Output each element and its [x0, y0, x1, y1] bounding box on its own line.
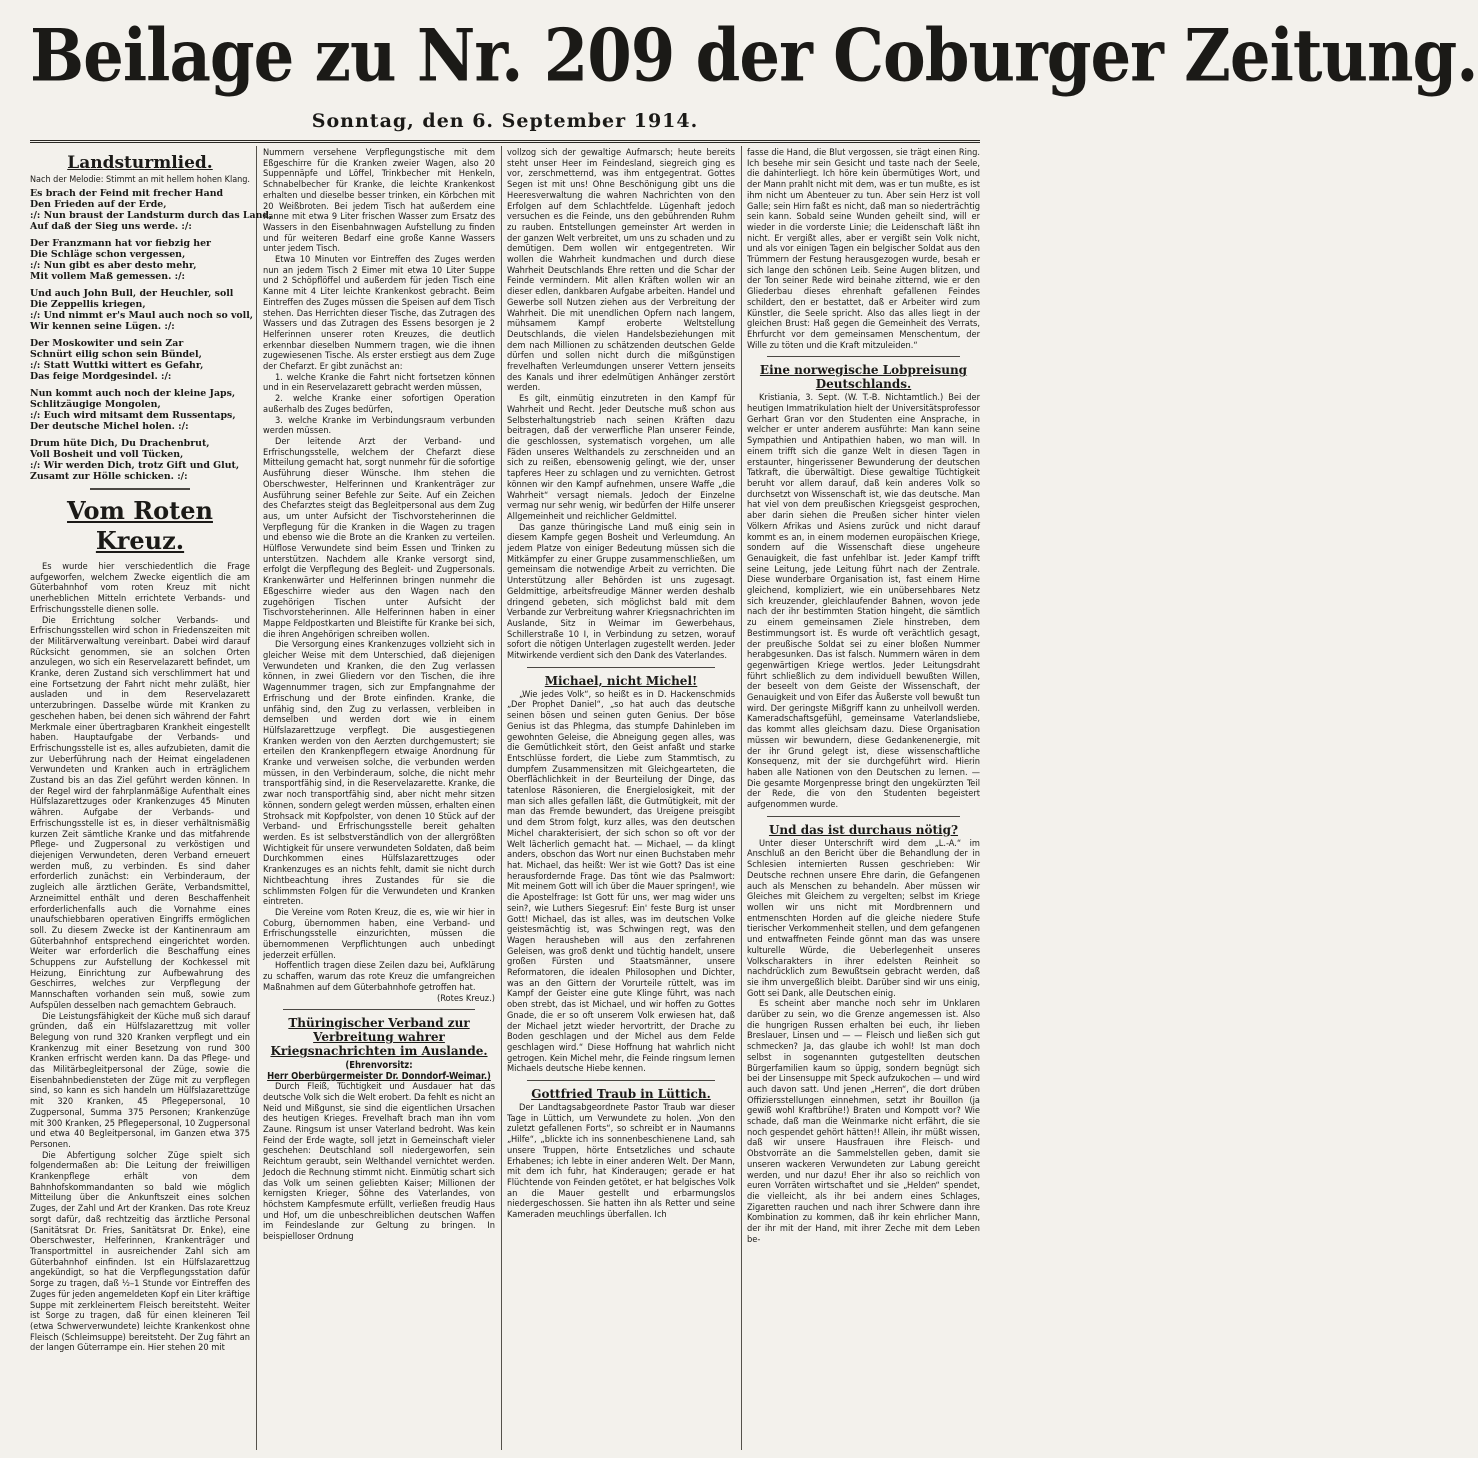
column-2: [263, 148, 495, 1448]
paragraph: vollzog sich der gewaltige Aufmarsch; heute bereits steht unser Heer im Feindesland, siegreich ging es vor, zerschmetternd, was ihm entgegentrat. Gottes Segen ist mit uns! Ohne Beschönigung gibt uns die Heeresverwaltung die wahren Nachrichten von den Erfolgen auf dem Schlachtfelde. Lügenhaft jedoch versuchen es die Feinde, uns den gebührenden Ruhm zu rauben. Entstellungen gemeinster Art werden in der ganzen Welt verbreitet, um uns zu schaden und zu demütigen. Dem wollen wir entgegentreten. Wir wollen die Wahrheit kundmachen und durch diese Wahrheit Deutschlands Ehre retten und die Schar der Feinde vermindern. Mit allen Kräften wollen wir an dieser edlen, dankbaren Aufgabe arbeiten. Handel und Gewerbe soll Nutzen ziehen aus der Verbreitung der Wahrheit. Die mit unendlichen Opfern nach langem, mühsamem Kampf eroberte Weltstellung Deutschlands, die vielen Handelsbeziehungen mit dem nach Millionen zu schätzenden deutschen Gelde dürfen und sollen nicht durch die mißgünstigen frevelhaften Verleumdungen unserer Vettern jenseits des Kanals und ihrer edelmütigen Anhänger zerstört werden.: [507, 147, 735, 394]
separator: [527, 667, 715, 668]
paragraph: Der leitende Arzt der Verband- und Erfrischungsstelle, welchem der Chefarzt diese Mitteilung gemacht hat, sorgt nunmehr für die sofortige Ausführung dieser Wünsche. Ihm stehen die Oberschwester, Helferinnen und Krankenträger zur Ausführung seiner Befehle zur Seite. Auf ein Zeichen des Chefarztes steigt das Begleitpersonal aus dem Zug aus, um unter Aufsicht der Tischvorsteherinnen die Verpflegung für die Kranken in die Wagen zu tragen und ebenso wie die Brote an die Kranken zu verteilen. Hülflose Verwundete sind beim Essen und Trinken zu unterstützen. Nachdem alle Kranke versorgt sind, erfolgt die Verpflegung des Begleit- und Zugpersonals. Krankenwärter und Helferinnen bringen nunmehr die Eßgeschirre wieder aus den Wagen nach den zugehörigen Tischen unter Aufsicht der Tischvorsteherinnen. Alle Helferinnen haben in einer Mappe Feldpostkarten und Bleistifte für Kranke bei sich, die ihren Angehörigen schreiben wollen.: [263, 435, 495, 640]
poem-stanza: Nun kommt auch noch der kleine Japs, Schlitzäugige Mongolen, :/: Euch wird mitsamt dem Russentaps, Der deutsche Michel holen. :/:: [30, 388, 236, 432]
article-subtitle: Herr Oberbürgermeister Dr. Donndorf-Weimar.): [267, 1071, 491, 1083]
header-rule: [30, 140, 980, 143]
paragraph: „Wie jedes Volk“, so heißt es in D. Hackenschmids „Der Prophet Daniel“, „so hat auch das deutsche seinen bösen und seinen guten Genius. Der böse Genius ist das Phlegma, das stumpfe Dahinleben im gewohnten Geleise, die Abneigung gegen alles, was die Gemütlichkeit stört, den Geist anfaßt und starke Entschlüsse fordert, die Liebe zum Stammtisch, zu dumpfem Zusammensitzen mit Gleichgearteten, die Oberflächlichkeit in der Beurteilung der Dinge, das tatenlose Räsonieren, die Energielosigkeit, mit der man sich alles gefallen läßt, die Gutmütigkeit, mit der man das Fremde bewundert, das Ureigene preisgibt und dem Strom folgt, kurz alles, was den deutschen Michel charakterisiert, der sich schon so oft vor der Welt lächerlich gemacht hat. — Michael, — da klingt anders, obschon das Wort nur einen Buchstaben mehr hat. Michael, das heißt: Wer ist wie Gott? Das ist eine herausfordernde Frage. Das tönt wie das Psalmwort: Mit meinem Gott will ich über die Mauer springen!, wie die Apostelfrage: Ist Gott für uns, wer mag wider uns sein?, wie Luthers Siegesruf: Ein' feste Burg ist unser Gott! Michael, das ist alles, was im deutschen Volke geistesmächtig ist, was Schwingen regt, was den Wagen herausheben will aus den zerfahrenen Geleisen, was groß denkt und tüchtig handelt, unsere großen Fürsten und Staatsmänner, unsere Reformatoren, die idealen Philosophen und Dichter, was an den Gittern der Vorurteile rüttelt, was im Kampf der Geister eine gute Klinge führt, was nach oben strebt, das ist Michael, und wir hoffen zu Gottes Gnade, die er so oft unserem Volk erwiesen hat, daß der Michael jetzt wieder hervortritt, der Drache zu Boden geschlagen und der Michel aus dem Felde geschlagen wird.“ Diese Hoffnung hat wahrlich nicht getrogen. Kein Michel mehr, die Feinde ringsum lernen Michaels deutsche Hiebe kennen.: [507, 688, 735, 1075]
poem-stanza: Es brach der Feind mit frecher Hand Den Frieden auf der Erde, :/: Nun braust der Landsturm durch das Land, Auf daß der Sieg uns werde. :/:: [30, 188, 273, 232]
poem-melody: Nach der Melodie: Stimmt an mit hellem hohen Klang.: [30, 175, 251, 185]
column-divider: [741, 146, 742, 1450]
dateline: Sonntag, den 6. September 1914.: [311, 110, 699, 132]
article-title: Eine norwegische Lobpreisung Deutschlands.: [759, 363, 968, 392]
paragraph: Das ganze thüringische Land muß einig sein in diesem Kampfe gegen Bosheit und Verleumdung. An jedem Platze von einiger Bedeutung müssen sich die Mitkämpfer zu einer Gruppe zusammenschließen, um gemeinsam die notwendige Arbeit zu verrichten. Die Unterstützung aller Behörden ist uns zugesagt. Geldmittige, arbeitsfreudige Männer werden deshalb dringend gebeten, sich möglichst bald mit dem Verbande zur Verbreitung wahrer Kriegsnachrichten im Auslande, Sitz in Weimar im Gewerbehaus, Schillerstraße 10 I, in Verbindung zu setzen, worauf sofort die nötigen Unterlagen zugestellt werden. Jeder Mitwirkende verdient sich den Dank des Vaterlandes.: [507, 521, 735, 662]
article-title: Und das ist durchaus nötig?: [768, 822, 959, 837]
paragraph: Die Leistungsfähigkeit der Küche muß sich darauf gründen, daß ein Hülfslazarettzug mit voller Belegung von rund 320 Kranken verpflegt und ein Krankenzug mit einer Besetzung von rund 300 Kranken erfrischt werden kann. Da das Pflege- und das Militärbegleitpersonal der Züge, sowie die Eisenbahnbediensteten der Züge mit zu verpflegen sind, so kann es sich handeln um Hülfslazarettzüge mit 320 Kranken, 45 Pflegepersonal, 10 Zugpersonal, Summa 375 Personen; Krankenzüge mit 300 Kranken, 25 Pflegepersonal, 10 Zugpersonal und etwa 40 Begleitpersonal, im Ganzen etwa 375 Personen.: [30, 1010, 250, 1150]
paragraph: Der Landtagsabgeordnete Pastor Traub war dieser Tage in Lüttich, um Verwundete zu holen. „Von den zuletzt gefallenen Forts“, so schreibt er in Naumanns „Hilfe“, „blickte ich ins sonnenbeschienene Land, sah unsere Truppen, hörte Entsetzliches und schaute Erhabenes; ich lebte in einer anderen Welt. Der Mann, mit dem ich fuhr, hat Kinderaugen; gerade er hat Flüchtende von Feinden getötet, er hat belgisches Volk an die Mauer gestellt und erbarmungslos niedergeschossen. Sie hatten ihn als Retter und seine Kameraden meuchlings überfallen. Ich: [507, 1102, 735, 1221]
paragraph: 1. welche Kranke die Fahrt nicht fortsetzen können und in ein Reservelazarett gebracht werden müssen,: [263, 371, 495, 394]
poem-stanza: Der Moskowiter und sein Zar Schnürt eilig schon sein Bündel, :/: Statt Wuttki wittert es Gefahr, Das feige Mordgesindel. :/:: [30, 338, 204, 382]
paragraph: Es wurde hier verschiedentlich die Frage aufgeworfen, welchem Zwecke eigentlich die am Güterbahnhof vom roten Kreuz mit nicht unerheblichen Mitteln errichtete Verbands- und Erfrischungsstelle dienen solle.: [30, 561, 250, 615]
paragraph: Die Abfertigung solcher Züge spielt sich folgendermaßen ab: Die Leitung der freiwilligen Krankenpflege erhält von dem Bahnhofskommandanten so bald wie möglich Mitteilung über die Ankunftszeit eines solchen Zuges, der Zahl und Art der Kranken. Das rote Kreuz sorgt dafür, daß rechtzeitig das ärztliche Personal (Sanitätsrat Dr. Fries, Sanitätsrat Dr. Enke), eine Oberschwester, Helferinnen, Krankenträger und Transportmittel in ausreichender Zahl sich am Güterbahnhof einfinden. Ist ein Hülfslazarettzug angekündigt, so hat die Verpflegungsstation dafür Sorge zu tragen, daß ½–1 Stunde vor Eintreffen des Zuges für jeden angemeldeten Kopf ein Liter kräftige Suppe mit zerkleinertem Fleisch bereitsteht. Weiter ist Sorge zu tragen, daß für einen kleineren Teil (etwa Schwerverwundete) leichte Krankenkost ohne Fleisch (Schleimsuppe) bereitsteht. Der Zug fährt an der langen Güterrampe ein. Hier stehen 20 mit: [30, 1149, 250, 1354]
article-title: Gottfried Traub in Lüttich.: [531, 1087, 711, 1102]
paragraph: Es gilt, einmütig einzutreten in den Kampf für Wahrheit und Recht. Jeder Deutsche muß schon aus Selbsterhaltungstrieb nach seinen Kräften dazu beitragen, daß der verwerfliche Plan unserer Feinde, die geschlossen, systematisch vorgehen, um alle Fäden unseres Welthandels zu zerschneiden und an sich zu reißen, ebensowenig gelingt, wie der, unser tapferes Heer zu schlagen und zu vernichten. Getrost können wir den Kampf aufnehmen, unsere Waffe „die Wahrheit“ versagt niemals. Jedoch der Einzelne vermag nur sehr wenig, wir bedürfen der Hilfe unserer Allgemeinheit und reichlicher Geldmittel.: [507, 393, 735, 522]
column-3: [507, 148, 735, 1448]
paragraph: Unter dieser Unterschrift wird dem „L.-A.“ im Anschluß an den Bericht über die Behandlung der in Schlesien internierten Russen geschrieben: Wir Deutsche rechnen unsere Ehre darin, die Gefangenen auch als Menschen zu behandeln. Aber müssen wir Gleiches mit Gleichem zu vergelten; selbst im Kriege wollen wir uns nicht mit Mordbrennern und entmenschten Horden auf die gleiche niedere Stufe tierischer Verkommenheit stellen, und dem gefangenen und entwaffneten Feinde gönnt man das was unsere kulturelle Würde, die Ueberlegenheit unseres Volkscharakters in ihrer edelsten Reinheit so nachdrücklich zum Bewußtsein gebracht werden, daß sie ihm unvergeßlich bleibt. Darüber sind wir uns einig, Gott sei Dank, alle Deutschen einig.: [747, 837, 980, 999]
signature: (Rotes Kreuz.): [437, 992, 495, 1004]
separator: [283, 1009, 475, 1010]
paragraph: Durch Fleiß, Tüchtigkeit und Ausdauer hat das deutsche Volk sich die Welt erobert. Da fehlt es nicht an Neid und Mißgunst, sie sind die eigentlichen Ursachen des heutigen Krieges. Frevelhaft brach man ihn vom Zaune. Ringsum ist unser Vaterland bedroht. Was kein Feind der Erde wagte, soll jetzt in Gemeinschaft vieler geschehen: Deutschland soll niedergeworfen, sein Reichtum geraubt, sein Welthandel vernichtet werden. Jedoch die Rechnung stimmt nicht. Einmütig schart sich das Volk um seinen geliebten Kaiser; Millionen der kernigsten Krieger, Söhne des Vaterlandes, von höchstem Kampfesmute erfüllt, verließen freudig Haus und Hof, um die unbeschreiblichen deutschen Waffen im Feindeslande zur Geltung zu bringen. In beispielloser Ordnung: [263, 1081, 495, 1243]
column-4: [747, 148, 980, 1448]
article-subtitle: (Ehrenvorsitz:: [345, 1060, 413, 1072]
paragraph: Hoffentlich tragen diese Zeilen dazu bei, Aufklärung zu schaffen, warum das rote Kreuz die umfangreichen Maßnahmen auf dem Güterbahnhofe getroffen hat.: [263, 960, 495, 993]
separator: [527, 1080, 715, 1081]
poem-title: Landsturmlied.: [67, 153, 213, 173]
separator: [767, 816, 960, 817]
paragraph: Die Vereine vom Roten Kreuz, die es, wie wir hier in Coburg, übernommen haben, eine Verband- und Erfrischungsstelle einzurichten, müssen die übernommenen Verpflichtungen auch unbedingt jederzeit erfüllen.: [263, 906, 495, 961]
paragraph: Kristiania, 3. Sept. (W. T.-B. Nichtamtlich.) Bei der heutigen Immatrikulation hielt der Universitätsprofessor Gerhart Gran vor den Studenten eine Ansprache, in welcher er unter anderem ausführte: Man kann seine Sympathien und Antipathien haben, wo man will. In einem trifft sich die ganze Welt in diesen Tagen in erstaunter, hingerissener Bewunderung der deutschen Tatkraft, die überwältigt. Diese gewaltige Tüchtigkeit beruht vor allem darauf, daß kein anderes Volk so durchsetzt von Wissenschaft ist, wie das deutsche. Man hat viel von dem preußischen Kriegsgeist gesprochen, aber darin siehen die Preußen sicher hinter vielen Völkern Afrikas und Asiens zurück und nicht darauf kommt es an, in einem modernen europäischen Kriege, sondern auf die Wissenschaft diese ungeheure Genauigkeit, die fast unfehlbar ist. Jeder Kampf trifft seine Leitung, jede Leitung führt nach der Zentrale. Diese wunderbare Organisation ist, fast einem Hirne gleichend, kompliziert, wie ein unübersehbares Netz sich kreuzender, gleichlaufender Bahnen, wovon jede nach der ihr bestimmten Station hingeht, die sämtlich zu einem gemeinsamen Ziele hinstreben, dem Bestimmungsort ist. Es wurde oft verächtlich gesagt, der preußische Soldat sei zu einer bloßen Nummer herabgesunken. Das ist falsch. Nummern wären in dem gegenwärtigen Kriege wertlos. Jeder Leitungsdraht führt schließlich zu dem individuell bewußten Willen, der beseelt von dem Geiste der Wissenschaft, der Genauigkeit und von Eifer das Äußerste voll bewußt tun wird. Der geringste Mißgriff kann zu unheilvoll werden. Kameradschaftsgefühl, gemeinsame Vaterlandsliebe, das kommt alles gleichsam dazu. Diese Organisation müssen wir bewundern, diese Gedankenenergie, mit der ihr Grund gelegt ist, diese wissenschaftliche Konsequenz, mit der sie durchgeführt wird. Hierin haben alle Nationen von den Deutschen zu lernen. — Die gesamte Morgenpresse bringt den ungekürzten Teil der Rede, die von den Studenten begeistert aufgenommen wurde.: [747, 392, 980, 811]
paragraph: fasse die Hand, die Blut vergossen, sie trägt einen Ring. Ich besehe mir sein Gesicht und taste nach der Seele, die dahinterliegt. Ich höre kein übermütiges Wort, und der Mann prahlt nicht mit dem, was er tun mußte, es ist ihm nicht um Abenteuer zu tun. Aber sein Herz ist voll Galle; sein Hirn faßt es nicht, daß man so niederträchtig sein kann. Sobald seine Wunden geheilt sind, will er wieder in die vorderste Linie; die Leidenschaft läßt ihn nicht. Er vergißt alles, aber er vergißt sein Volk nicht, und als vor einigen Tagen ein belgischer Soldat aus den Trümmern der Festung herausgezogen wurde, besah er sich lange den schönen Leib. Seine Augen blitzen, und der Ton seiner Rede wird beinahe zitternd, wie er den Gliederbau dieses ehrenhaft gefallenen Feindes schildert, den er bestattet, daß er Arbeiter wird zum Künstler, die Seele spricht. Also das alles liegt in der gleichen Brust: Haß gegen die Gemeinheit des Verrats, Ehrfurcht vor dem gemeinsamen Menschentum, der Wille zu töten und die Kraft mitzuleiden.“: [747, 147, 980, 351]
article-title: Vom Roten Kreuz.: [67, 496, 213, 555]
separator: [90, 488, 190, 490]
column-divider: [256, 146, 257, 1450]
paragraph: Die Errichtung solcher Verbands- und Erfrischungsstellen wird schon in Friedenszeiten mit der Militärverwaltung vereinbart. Dabei wird darauf Rücksicht genommen, sie an solchen Orten anzulegen, wo sich ein Reservelazarett befindet, um Kranke, deren Zustand sich verschlimmert hat und eine Fortsetzung der Fahrt nicht mehr zuläßt, hier ausladen und in dem Reservelazarett unterzubringen. Dasselbe würde mit Kranken zu geschehen haben, bei denen sich während der Fahrt Merkmale einer übertragbaren Krankheit eingestellt haben. Hauptaufgabe der Verbands- und Erfrischungsstelle ist es, alles aufzubieten, damit die zur Ueberführung nach der Heimat eingeladenen Verwundeten und Kranken auch in erträglichem Zustand bis an das Ziel geführt werden können. In der Regel wird der fahrplanmäßige Aufenthalt eines Hülfslazarettzuges oder Krankenzuges 45 Minuten währen. Aufgabe der Verbands- und Erfrischungsstelle ist es, in dieser verhältnismäßig kurzen Zeit sämtliche Kranke und das mitfahrende Pflege- und Zugpersonal zu verköstigen und diejenigen Verwundeten, deren Verband erneuert werden muß, zu verbinden. Es sind daher erforderlich zunächst: ein Verbinderaum, der zugleich alle ärztlichen Geräte, Verbandsmittel, Arzneimittel enthält und deren Beschaffenheit erforderlichenfalls auch die Vornahme eines unaufschiebbaren operativen Eingriffs ermöglichen soll. Zu diesem Zwecke ist der Kantinenraum am Güterbahnhof entsprechend eingerichtet worden. Weiter war erforderlich die Beschaffung eines Schuppens zur Aufstellung der Kochkessel mit Heizung, Einrichtung zur Aufbewahrung des Geschirres, welches zur Verpflegung der Mannschaften vorhanden sein muß, sowie zum Aufspülen desselben nach gemachtem Gebrauch.: [30, 614, 250, 1011]
paragraph: Die Versorgung eines Krankenzuges vollzieht sich in gleicher Weise mit dem Unterschied, daß diejenigen Verwundeten und Kranken, die den Zug verlassen können, in zwei Gliedern vor den Tischen, die ihre Wagennummer tragen, sich zur Empfangnahme der Erfrischung und der Brote einfinden. Kranke, die unfähig sind, den Zug zu verlassen, verbleiben in demselben und werden dort wie in einem Hülfslazarettzuge verpflegt. Die ausgestiegenen Kranken werden von den Aerzten durchgemustert; sie erteilen den Krankenpflegern etwaige Anordnung für Kranke und verweisen solche, die verbunden werden müssen, in den Verbinderaum, solche, die nicht mehr transportfähig sind, in die Reservelazarette. Kranke, die zwar noch transportfähig sind, aber nicht mehr sitzen können, sondern gelegt werden müssen, erhalten einen Strohsack mit Kopfpolster, von denen 10 Stück auf der Verband- und Erfrischungsstelle bereit gehalten werden. Es ist selbstverständlich von der allergrößten Wichtigkeit für unsere verwundeten Soldaten, daß beim Durchkommen eines Hülfslazarettzuges oder Krankenzuges es an nichts fehlt, damit sie nicht durch Nichtbeachtung ihres Zustandes für sie die schlimmsten Folgen für die Verwundeten und Kranken eintreten.: [263, 639, 495, 908]
column-1: [30, 148, 273, 1448]
paragraph: 2. welche Kranke einer sofortigen Operation außerhalb des Zuges bedürfen,: [263, 393, 495, 415]
poem-stanza: Und auch John Bull, der Heuchler, soll Die Zeppellis kriegen, :/: Und nimmt er's Maul auch noch so voll, Wir kennen seine Lügen. :/:: [30, 288, 254, 332]
paragraph: 3. welche Kranke im Verbindungsraum verbunden werden müssen.: [263, 414, 495, 437]
poem-stanza: Drum hüte Dich, Du Drachenbrut, Voll Bosheit und voll Tücken, :/: Wir werden Dich, trotz Gift und Glut, Zusamt zur Hölle schicken. :/:: [30, 438, 240, 482]
separator: [767, 356, 960, 357]
masthead: Beilage zu Nr. 209 der Coburger Zeitung.: [30, 14, 1478, 99]
article-title: Thüringischer Verband zur Verbreitung wahrer Kriegsnachrichten im Auslande.: [270, 1016, 488, 1059]
paragraph: Nummern versehene Verpflegungstische mit dem Eßgeschirre für die Kranken zweier Wagen, also 20 Suppennäpfe und Löffel, Trinkbecher mit Henkeln, Schnabelbecher für Kranke, die leichte Krankenkost erhalten und dieselbe besser trinken, ein Körbchen mit 20 Weißbroten. Bei jedem Tisch hat außerdem eine Kanne mit etwa 9 Liter frischen Wasser zum Ersatz des Wassers in den Eisenbahnwagen Aufstellung zu finden und für weiteren Bedarf eine große Kanne Wassers unter jedem Tisch.: [263, 147, 495, 255]
paragraph: Es scheint aber manche noch sehr im Unklaren darüber zu sein, wo die Grenze angemessen ist. Also die hungrigen Russen erhalten bei euch, ihr lieben Breslauer, Linsen und — — Fleisch und ließen sich gut schmecken? Ja, das glaube ich wohl! Ist man doch selbst in sogenannten gutgestellten deutschen Bürgerfamilien kaum so üppig, sondern begnügt sich bei der Linsensuppe mit Speck aufzukochen — und wird auch davon satt. Und jenen „Herren“, die dort drüben Offiziersstellungen einnehmen, setzt ihr Bouillon (ja gewiß wohl Kraftbrühe!) Braten und Kompott vor? Wie schade, daß man die Weinmarke nicht erfährt, die sie noch gespendet gehört hätten!! Allein, ihr müßt wissen, daß wir unsere Hausfrauen ihre Fleisch- und Obstvorräte an die Sammelstellen geben, damit sie unseren wackeren Verwundeten zur Labung gereicht werden, und nur dazu! Eher ihr also so reichlich von euren Vorräten wirtschaftet und sie „Helden“ spendet, die vielleicht, als ihr bei andern eines Schlages, Zigaretten rauchen und nach ihrer Schwere dann ihre Kombination zu kommen, daß ihr kein ehrlicher Mann, der ihr mit der Hand, mit ihrer Zeche mit dem Leben be-: [747, 998, 980, 1245]
column-divider: [501, 146, 502, 1450]
paragraph: Etwa 10 Minuten vor Eintreffen des Zuges werden nun an jedem Tisch 2 Eimer mit etwa 10 Liter Suppe und 2 Schöpflöffel und außerdem für jeden Tisch eine Kanne mit 4 Liter leichte Krankenkost gebracht. Beim Eintreffen des Zuges müssen die Speisen auf dem Tisch stehen. Das Herrichten dieser Tische, das Zutragen des Wassers und das Zutragen des Essens besorgen je 2 Helferinnen unserer roten Kreuzes, die deutlich erkennbar dieselben Nummern tragen, wie die ihnen zugewiesenen Tische. Als erster erstiegt aus dem Zuge der Chefarzt. Er gibt zunächst an:: [263, 254, 495, 373]
article-title: Michael, nicht Michel!: [544, 673, 698, 688]
poem-stanza: Der Franzmann hat vor fiebzig her Die Schläge schon vergessen, :/: Nun gibt es aber desto mehr, Mit vollem Maß gemessen. :/:: [30, 238, 211, 282]
